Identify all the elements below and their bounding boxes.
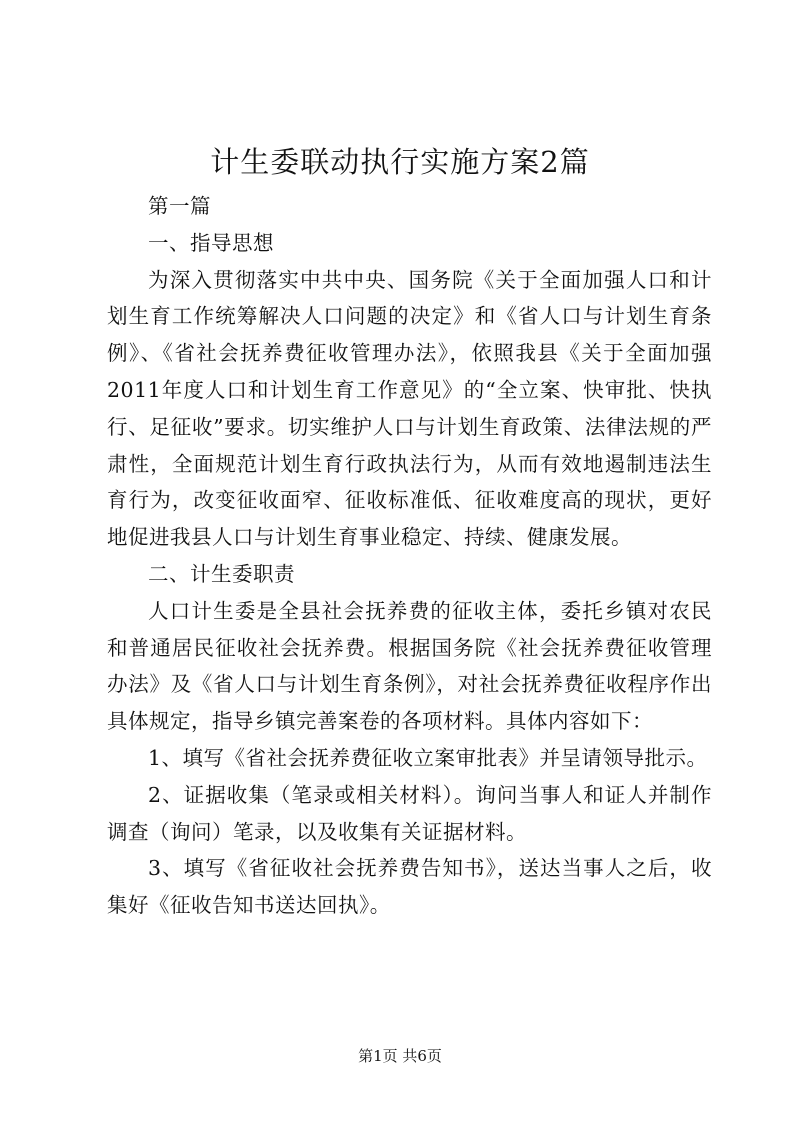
section-heading-guiding-ideology: 一、指导思想 xyxy=(148,230,274,255)
section-heading-committee-duties: 二、计生委职责 xyxy=(148,561,295,586)
paragraph-committee-duties: 人口计生委是全县社会抚养费的征收主体，委托乡镇对农民和普通居民征收社会抚养费。根据国务院《社会抚养费征收管理办法》及《省人口与计划生育条例》，对社会抚养费征收程序作出具体规定，指导乡镇完善案卷的各项材料。具体内容如下： xyxy=(107,598,712,734)
list-item-2: 2、证据收集（笔录或相关材料）。询问当事人和证人并制作调查（询问）笔录，以及收集有关证据材料。 xyxy=(107,782,712,844)
document-body xyxy=(107,188,712,924)
document-title: 计生委联动执行实施方案2篇 xyxy=(210,145,590,179)
section-heading-part-one: 第一篇 xyxy=(148,194,211,218)
paragraph-guiding-ideology: 为深入贯彻落实中共中央、国务院《关于全面加强人口和计划生育工作统筹解决人口问题的决定》和《省人口与计划生育条例》、《省社会抚养费征收管理办法》，依照我县《关于全面加强2011年度人口和计划生育工作意见》的“全立案、快审批、快执行、足征收”要求。切实维护人口与计划生育政策、法律法规的严肃性，全面规范计划生育行政执法行为，从而有效地遏制违法生育行为，改变征收面窄、征收标准低、征收难度高的现状，更好地促进我县人口与计划生育事业稳定、持续、健康发展。 xyxy=(107,267,712,550)
list-item-1: 1、填写《省社会抚养费征收立案审批表》并呈请领导批示。 xyxy=(148,745,708,770)
page-number-footer: 第1页 共6页 xyxy=(358,1047,442,1065)
list-item-3: 3、填写《省征收社会抚养费告知书》，送达当事人之后，收集好《征收告知书送达回执》。 xyxy=(107,856,712,918)
